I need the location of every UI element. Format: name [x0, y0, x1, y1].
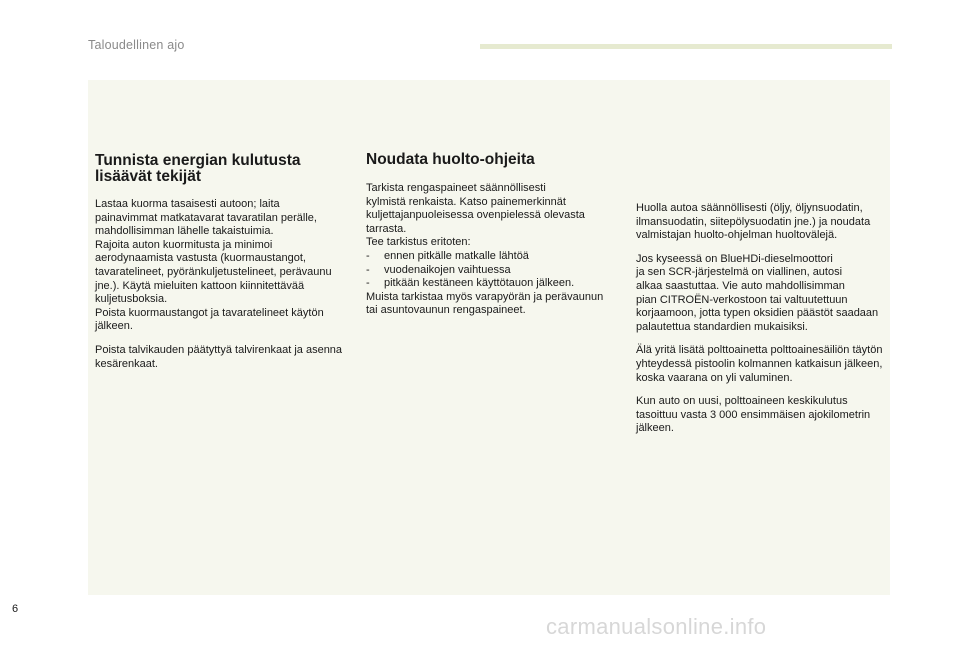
- section-title: Taloudellinen ajo: [88, 38, 185, 52]
- list-item: - pitkään kestäneen käyttötauon jälkeen.: [366, 277, 575, 290]
- paragraph-winter-tyres: Poista talvikauden päätyttyä talvirenkaat ja asenna kesärenkaat.: [95, 343, 343, 370]
- header-accent-bar: [480, 44, 892, 49]
- paragraph-new-car: Kun auto on uusi, polttoaineen keskikulutus tasoittuu vasta 3 000 ensimmäisen ajokilometrin jälkeen.: [636, 395, 871, 435]
- paragraph-bluehdi: Jos kyseessä on BlueHDi-dieselmoottori ja sen SCR-järjestelmä on viallinen, autosi alkaa saastuttaa. Vie auto mahdollisimman pian CITROËN-verkostoon tai valtuutettuun korjaamoon, jotta typen oksidien päästöt saadaan palautettua standardien mukaisiksi.: [636, 252, 879, 333]
- page-number: 6: [12, 603, 19, 615]
- column-energy-factors: [95, 153, 351, 371]
- list-item: - ennen pitkälle matkalle lähtöä: [366, 249, 529, 262]
- paragraph-load: Lastaa kuorma tasaisesti autoon; laita painavimmat matkatavarat tavaratilan perälle, mahdollisimman lähelle takaistuimia. Rajoita auton kuormitusta ja minimoi aerodynaamista vastusta (kuormaustangot, tavaratelineet, pyöränkuljetustelineet, perävaunu jne.). Käytä mieluiten kattoon kiinnitettävää kuljetusboksia. Poista kuormaustangot ja tavaratelineet käytön jälkeen.: [95, 198, 332, 333]
- list-item: - vuodenaikojen vaihtuessa: [366, 263, 511, 276]
- paragraph-tyre-pressure: Tarkista rengaspaineet säännöllisesti kylmistä renkaista. Katso painemerkinnät kuljettajanpuoleisessa ovenpielessä olevasta tarrasta. Tee tarkistus eritoten:: [366, 182, 585, 249]
- paragraph-spare-wheel: Muista tarkistaa myös varapyörän ja perävaunun tai asuntovaunun rengaspaineet.: [366, 290, 604, 317]
- column-maintenance: [366, 152, 606, 318]
- watermark: carmanualsonline.info: [546, 614, 767, 639]
- paragraph-refuel: Älä yritä lisätä polttoainetta polttoainesäiliön täytön yhteydessä pistoolin kolmannen katkaisun jälkeen, koska vaarana on yli valuminen.: [636, 344, 883, 384]
- heading-maintenance: Noudata huolto-ohjeita: [366, 151, 535, 168]
- column-service-notes: [636, 202, 888, 436]
- paragraph-service: Huolla autoa säännöllisesti (öljy, öljynsuodatin, ilmansuodatin, siitepölysuodatin jne.) ja noudata valmistajan huolto-ohjelman huoltovälejä.: [636, 202, 871, 242]
- heading-energy-factors: Tunnista energian kulutusta lisäävät tekijät: [95, 152, 301, 185]
